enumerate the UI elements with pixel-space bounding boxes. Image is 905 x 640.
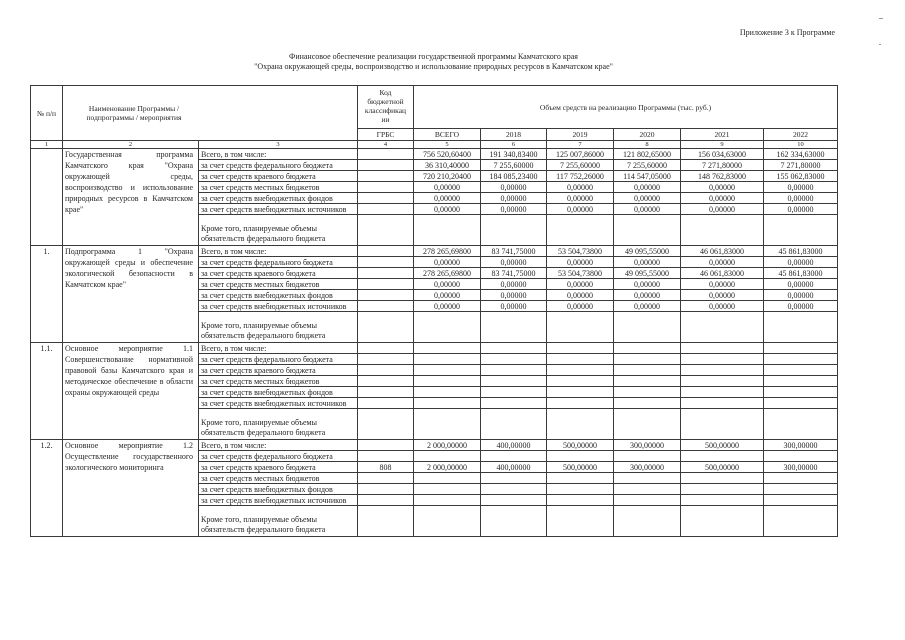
amount-total	[414, 506, 481, 537]
amount-2019: 0,00000	[547, 301, 614, 312]
amount-2020: 0,00000	[614, 290, 681, 301]
amount-2019	[547, 495, 614, 506]
row-number: 1.	[31, 246, 63, 343]
amount-2020: 0,00000	[614, 301, 681, 312]
amount-total	[414, 376, 481, 387]
grbs-code	[358, 506, 414, 537]
amount-2020	[614, 484, 681, 495]
item-name: Подпрограмма 1 "Охрана окружающей среды и обеспечение экологической безопасности в Камчатском крае"	[63, 246, 199, 343]
amount-2022	[764, 506, 838, 537]
amount-2021	[681, 495, 764, 506]
amount-2020	[614, 506, 681, 537]
title-line: "Охрана окружающей среды, воспроизводство и использование природных ресурсов в Камчатском крае"	[254, 62, 613, 71]
funding-source: Всего, в том числе:	[199, 246, 358, 257]
funding-table	[30, 85, 838, 537]
amount-2021: 0,00000	[681, 290, 764, 301]
amount-2020: 0,00000	[614, 182, 681, 193]
amount-2022: 0,00000	[764, 204, 838, 215]
column-number: 1	[31, 141, 63, 149]
amount-2018	[481, 473, 547, 484]
amount-2020: 0,00000	[614, 279, 681, 290]
amount-2019: 125 007,86000	[547, 149, 614, 160]
amount-2020	[614, 354, 681, 365]
header-year: 2019	[547, 129, 614, 141]
amount-2020: 0,00000	[614, 257, 681, 268]
amount-2021: 0,00000	[681, 301, 764, 312]
column-number: 3	[199, 141, 358, 149]
amount-total: 2 000,00000	[414, 440, 481, 451]
grbs-code	[358, 301, 414, 312]
funding-source: Всего, в том числе:	[199, 343, 358, 354]
grbs-code	[358, 409, 414, 440]
funding-row	[31, 343, 838, 354]
funding-source: за счет средств местных бюджетов	[199, 279, 358, 290]
funding-source: за счет средств краевого бюджета	[199, 171, 358, 182]
grbs-code	[358, 343, 414, 354]
amount-total	[414, 354, 481, 365]
grbs-code: 808	[358, 462, 414, 473]
amount-2021: 148 762,83000	[681, 171, 764, 182]
table-body	[31, 149, 838, 537]
funding-source: за счет средств федерального бюджета	[199, 257, 358, 268]
amount-2022: 0,00000	[764, 279, 838, 290]
funding-source: Всего, в том числе:	[199, 149, 358, 160]
annex-label: Приложение 3 к Программе	[739, 28, 835, 37]
amount-2021: 7 271,80000	[681, 160, 764, 171]
amount-2022: 300,00000	[764, 462, 838, 473]
grbs-code	[358, 268, 414, 279]
amount-2022	[764, 473, 838, 484]
funding-row	[31, 440, 838, 451]
amount-2021: 0,00000	[681, 182, 764, 193]
amount-2021	[681, 506, 764, 537]
amount-total: 278 265,69800	[414, 246, 481, 257]
amount-total: 36 310,40000	[414, 160, 481, 171]
header-year: 2021	[681, 129, 764, 141]
funding-source: за счет средств внебюджетных источников	[199, 204, 358, 215]
item-name: Основное мероприятие 1.2 Осуществление государственного экологического мониторинга	[63, 440, 199, 537]
amount-2021: 156 034,63000	[681, 149, 764, 160]
amount-2020	[614, 451, 681, 462]
amount-2021	[681, 409, 764, 440]
amount-2018: 0,00000	[481, 204, 547, 215]
amount-2021: 0,00000	[681, 257, 764, 268]
funding-source: за счет средств внебюджетных фондов	[199, 387, 358, 398]
grbs-code	[358, 257, 414, 268]
amount-2020: 7 255,60000	[614, 160, 681, 171]
amount-total	[414, 451, 481, 462]
amount-2020	[614, 365, 681, 376]
amount-2019: 53 504,73800	[547, 268, 614, 279]
amount-total: 2 000,00000	[414, 462, 481, 473]
grbs-code	[358, 290, 414, 301]
amount-total	[414, 484, 481, 495]
header-budget-code	[358, 86, 414, 129]
amount-2021: 500,00000	[681, 462, 764, 473]
grbs-code	[358, 376, 414, 387]
funding-row	[31, 246, 838, 257]
amount-2019: 0,00000	[547, 204, 614, 215]
amount-2022: 0,00000	[764, 182, 838, 193]
amount-2018: 0,00000	[481, 290, 547, 301]
amount-2022: 45 861,83000	[764, 246, 838, 257]
grbs-code	[358, 149, 414, 160]
funding-source: за счет средств местных бюджетов	[199, 473, 358, 484]
amount-total: 720 210,20400	[414, 171, 481, 182]
amount-total	[414, 398, 481, 409]
amount-2019: 7 255,60000	[547, 160, 614, 171]
amount-total	[414, 365, 481, 376]
amount-2021	[681, 354, 764, 365]
amount-2020: 0,00000	[614, 204, 681, 215]
amount-2018	[481, 409, 547, 440]
amount-2022: 0,00000	[764, 257, 838, 268]
amount-2021	[681, 473, 764, 484]
amount-2018	[481, 354, 547, 365]
amount-2021	[681, 365, 764, 376]
amount-2020: 121 802,65000	[614, 149, 681, 160]
amount-2020: 300,00000	[614, 440, 681, 451]
grbs-code	[358, 398, 414, 409]
funding-source: за счет средств федерального бюджета	[199, 160, 358, 171]
amount-2018: 0,00000	[481, 182, 547, 193]
amount-2022: 0,00000	[764, 301, 838, 312]
amount-2019	[547, 365, 614, 376]
amount-2018: 0,00000	[481, 301, 547, 312]
amount-2021: 0,00000	[681, 204, 764, 215]
amount-2019: 0,00000	[547, 290, 614, 301]
amount-2019	[547, 312, 614, 343]
grbs-code	[358, 495, 414, 506]
funding-source: за счет средств краевого бюджета	[199, 462, 358, 473]
grbs-code	[358, 215, 414, 246]
amount-2018: 184 085,23400	[481, 171, 547, 182]
amount-2019	[547, 343, 614, 354]
grbs-code	[358, 171, 414, 182]
column-number: 4	[358, 141, 414, 149]
amount-2020	[614, 398, 681, 409]
amount-total	[414, 215, 481, 246]
header-name-label: Наименование Программы / подпрограммы / мероприятия	[86, 104, 182, 122]
funding-source: за счет средств внебюджетных источников	[199, 398, 358, 409]
scan-mark	[879, 18, 883, 19]
amount-2020: 49 095,55000	[614, 246, 681, 257]
amount-2020	[614, 376, 681, 387]
header-budget-code-label: Код бюджетной классификации	[364, 88, 407, 124]
table-header	[31, 86, 838, 149]
funding-source: за счет средств краевого бюджета	[199, 365, 358, 376]
amount-2022	[764, 409, 838, 440]
amount-total: 0,00000	[414, 279, 481, 290]
amount-2018: 0,00000	[481, 193, 547, 204]
amount-total: 0,00000	[414, 290, 481, 301]
amount-2022: 0,00000	[764, 193, 838, 204]
amount-2018	[481, 398, 547, 409]
grbs-code	[358, 387, 414, 398]
amount-2020: 0,00000	[614, 193, 681, 204]
amount-2018: 7 255,60000	[481, 160, 547, 171]
funding-source: за счет средств внебюджетных источников	[199, 301, 358, 312]
column-number: 8	[614, 141, 681, 149]
item-name: Государственная программа Камчатского края "Охрана окружающей среды, воспроизводство и использование природных ресурсов в Камчатском крае"	[63, 149, 199, 246]
amount-2019	[547, 387, 614, 398]
amount-2018	[481, 215, 547, 246]
amount-2018: 83 741,75000	[481, 246, 547, 257]
amount-2020: 300,00000	[614, 462, 681, 473]
document-title	[30, 52, 837, 72]
amount-2022	[764, 398, 838, 409]
amount-2020	[614, 387, 681, 398]
amount-2020	[614, 215, 681, 246]
grbs-code	[358, 246, 414, 257]
amount-2018	[481, 451, 547, 462]
column-number: 2	[63, 141, 199, 149]
amount-2020	[614, 343, 681, 354]
amount-total: 0,00000	[414, 204, 481, 215]
funding-row	[31, 149, 838, 160]
grbs-code	[358, 204, 414, 215]
grbs-code	[358, 365, 414, 376]
amount-2019: 117 752,26000	[547, 171, 614, 182]
amount-total	[414, 387, 481, 398]
amount-2022: 7 271,80000	[764, 160, 838, 171]
column-number: 10	[764, 141, 838, 149]
title-line: Финансовое обеспечение реализации государственной программы Камчатского края	[289, 52, 578, 61]
amount-2021: 500,00000	[681, 440, 764, 451]
amount-2022	[764, 354, 838, 365]
funding-source: за счет средств местных бюджетов	[199, 376, 358, 387]
header-number: № п/п	[31, 86, 63, 141]
funding-source: за счет средств федерального бюджета	[199, 451, 358, 462]
amount-2020	[614, 409, 681, 440]
column-number: 6	[481, 141, 547, 149]
column-number: 5	[414, 141, 481, 149]
column-number-row	[31, 141, 838, 149]
amount-2022: 0,00000	[764, 290, 838, 301]
amount-2021: 0,00000	[681, 279, 764, 290]
amount-2020	[614, 312, 681, 343]
amount-2021: 0,00000	[681, 193, 764, 204]
header-name	[63, 86, 358, 141]
grbs-code	[358, 160, 414, 171]
grbs-code	[358, 182, 414, 193]
funding-source: за счет средств краевого бюджета	[199, 268, 358, 279]
amount-2022	[764, 215, 838, 246]
header-funding-volume: Объем средств на реализацию Программы (тыс. руб.)	[414, 86, 838, 129]
amount-2018: 400,00000	[481, 440, 547, 451]
amount-2019: 0,00000	[547, 193, 614, 204]
grbs-code	[358, 279, 414, 290]
amount-total: 756 520,60400	[414, 149, 481, 160]
amount-total: 0,00000	[414, 301, 481, 312]
amount-2018	[481, 495, 547, 506]
amount-2021	[681, 215, 764, 246]
amount-2019	[547, 409, 614, 440]
header-year: 2020	[614, 129, 681, 141]
federal-obligations-note: Кроме того, планируемые объемы обязательств федерального бюджета	[199, 506, 358, 537]
amount-2018	[481, 506, 547, 537]
amount-2022	[764, 495, 838, 506]
amount-2021	[681, 376, 764, 387]
grbs-code	[358, 440, 414, 451]
amount-2019	[547, 354, 614, 365]
amount-2018: 191 340,83400	[481, 149, 547, 160]
federal-obligations-note: Кроме того, планируемые объемы обязательств федерального бюджета	[199, 312, 358, 343]
funding-source: за счет средств местных бюджетов	[199, 182, 358, 193]
amount-2018: 400,00000	[481, 462, 547, 473]
amount-2018: 83 741,75000	[481, 268, 547, 279]
grbs-code	[358, 193, 414, 204]
amount-total	[414, 495, 481, 506]
amount-2021	[681, 451, 764, 462]
amount-2019: 500,00000	[547, 462, 614, 473]
amount-2019	[547, 398, 614, 409]
grbs-code	[358, 484, 414, 495]
grbs-code	[358, 312, 414, 343]
amount-2022: 155 062,83000	[764, 171, 838, 182]
header-total: ВСЕГО	[414, 129, 481, 141]
amount-2022	[764, 312, 838, 343]
amount-2022: 45 861,83000	[764, 268, 838, 279]
amount-2018	[481, 376, 547, 387]
grbs-code	[358, 473, 414, 484]
amount-2019	[547, 506, 614, 537]
amount-2018	[481, 365, 547, 376]
amount-total	[414, 312, 481, 343]
amount-2020: 114 547,05000	[614, 171, 681, 182]
amount-2018: 0,00000	[481, 279, 547, 290]
amount-2022	[764, 343, 838, 354]
funding-source: за счет средств внебюджетных фондов	[199, 484, 358, 495]
amount-2022	[764, 387, 838, 398]
amount-total: 0,00000	[414, 257, 481, 268]
amount-2021	[681, 312, 764, 343]
amount-2019: 53 504,73800	[547, 246, 614, 257]
amount-total	[414, 343, 481, 354]
amount-2021: 46 061,83000	[681, 246, 764, 257]
amount-2019	[547, 376, 614, 387]
header-year: 2022	[764, 129, 838, 141]
amount-total	[414, 409, 481, 440]
amount-2022: 162 334,63000	[764, 149, 838, 160]
funding-source: за счет средств внебюджетных фондов	[199, 193, 358, 204]
amount-2021	[681, 387, 764, 398]
amount-2018: 0,00000	[481, 257, 547, 268]
amount-2019: 0,00000	[547, 257, 614, 268]
funding-source: за счет средств федерального бюджета	[199, 354, 358, 365]
header-year: 2018	[481, 129, 547, 141]
amount-2022	[764, 484, 838, 495]
amount-total: 278 265,69800	[414, 268, 481, 279]
amount-total	[414, 473, 481, 484]
amount-2019: 0,00000	[547, 279, 614, 290]
amount-2021	[681, 484, 764, 495]
item-name: Основное мероприятие 1.1 Совершенствование нормативной правовой базы Камчатского края и методическое обеспечение в области охраны окружающей среды	[63, 343, 199, 440]
amount-2020	[614, 473, 681, 484]
amount-2018	[481, 484, 547, 495]
funding-source: за счет средств внебюджетных источников	[199, 495, 358, 506]
amount-2021	[681, 343, 764, 354]
amount-2021	[681, 398, 764, 409]
row-number	[31, 149, 63, 246]
grbs-code	[358, 354, 414, 365]
amount-2018	[481, 343, 547, 354]
amount-2019: 500,00000	[547, 440, 614, 451]
amount-2022	[764, 365, 838, 376]
funding-source: Всего, в том числе:	[199, 440, 358, 451]
amount-2019	[547, 215, 614, 246]
amount-total: 0,00000	[414, 182, 481, 193]
scan-mark	[879, 44, 881, 45]
funding-source: за счет средств внебюджетных фондов	[199, 290, 358, 301]
amount-2021: 46 061,83000	[681, 268, 764, 279]
header-grbs: ГРБС	[358, 129, 414, 141]
amount-2020	[614, 495, 681, 506]
amount-2020: 49 095,55000	[614, 268, 681, 279]
amount-2018	[481, 387, 547, 398]
amount-2018	[481, 312, 547, 343]
column-number: 7	[547, 141, 614, 149]
amount-2019: 0,00000	[547, 182, 614, 193]
amount-2022	[764, 376, 838, 387]
column-number: 9	[681, 141, 764, 149]
amount-2022: 300,00000	[764, 440, 838, 451]
amount-total: 0,00000	[414, 193, 481, 204]
row-number: 1.2.	[31, 440, 63, 537]
amount-2019	[547, 451, 614, 462]
federal-obligations-note: Кроме того, планируемые объемы обязательств федерального бюджета	[199, 409, 358, 440]
amount-2019	[547, 473, 614, 484]
grbs-code	[358, 451, 414, 462]
row-number: 1.1.	[31, 343, 63, 440]
federal-obligations-note: Кроме того, планируемые объемы обязательств федерального бюджета	[199, 215, 358, 246]
header-row	[31, 86, 838, 129]
amount-2019	[547, 484, 614, 495]
amount-2022	[764, 451, 838, 462]
